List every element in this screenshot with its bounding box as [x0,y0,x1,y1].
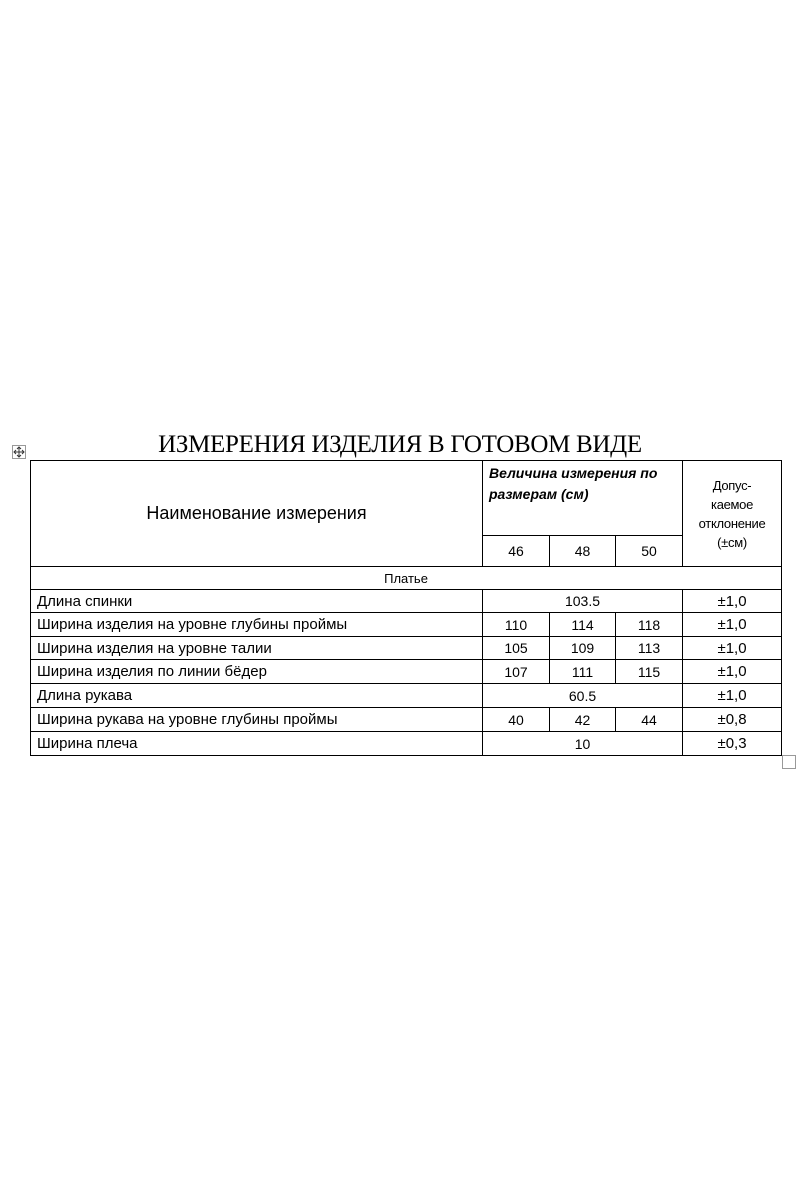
size-50: 50 [616,536,683,567]
table-row [31,732,782,756]
tolerance-header-line2: каемое [711,496,754,512]
row-value: 40 [483,708,550,732]
row-value: 10 [483,732,683,756]
row-label: Длина рукава [31,684,483,708]
row-value: 111 [550,660,616,684]
tolerance-column-header [683,461,782,567]
row-value: 103.5 [483,590,683,613]
name-column-header: Наименование измерения [31,461,483,567]
size-48: 48 [550,536,616,567]
row-value: 115 [616,660,683,684]
row-label: Ширина изделия на уровне глубины проймы [31,613,483,637]
row-tolerance: ±0,8 [683,708,782,732]
row-tolerance: ±1,0 [683,613,782,637]
size-header-line2: размерам (см) [489,486,589,502]
row-tolerance: ±1,0 [683,684,782,708]
row-value: 110 [483,613,550,637]
table-header-row [31,461,782,536]
size-column-header [483,461,683,536]
row-tolerance: ±1,0 [683,637,782,660]
table-resize-handle-icon[interactable] [782,755,796,769]
row-value: 113 [616,637,683,660]
row-value: 44 [616,708,683,732]
row-label: Ширина изделия по линии бёдер [31,660,483,684]
row-label: Ширина рукава на уровне глубины проймы [31,708,483,732]
row-label: Ширина изделия на уровне талии [31,637,483,660]
table-row [31,660,782,684]
row-tolerance: ±1,0 [683,590,782,613]
tolerance-header-line1: Допус- [712,477,752,493]
row-tolerance: ±0,3 [683,732,782,756]
table-row [31,637,782,660]
table-row [31,684,782,708]
table-row [31,590,782,613]
row-tolerance: ±1,0 [683,660,782,684]
table-row [31,613,782,637]
row-value: 42 [550,708,616,732]
row-value: 105 [483,637,550,660]
row-value: 118 [616,613,683,637]
row-label: Длина спинки [31,590,483,613]
section-row [31,567,782,590]
row-value: 109 [550,637,616,660]
tolerance-header-line3: отклонение [698,515,766,531]
section-label: Платье [31,567,782,590]
page-title: ИЗМЕРЕНИЯ ИЗДЕЛИЯ В ГОТОВОМ ВИДЕ [158,431,642,458]
measurements-table [30,460,782,756]
table-row [31,708,782,732]
size-header-line1: Величина измерения по [489,465,658,481]
row-value: 107 [483,660,550,684]
row-value: 114 [550,613,616,637]
size-46: 46 [483,536,550,567]
row-label: Ширина плеча [31,732,483,756]
row-value: 60.5 [483,684,683,708]
tolerance-header-line4: (±см) [717,534,747,550]
